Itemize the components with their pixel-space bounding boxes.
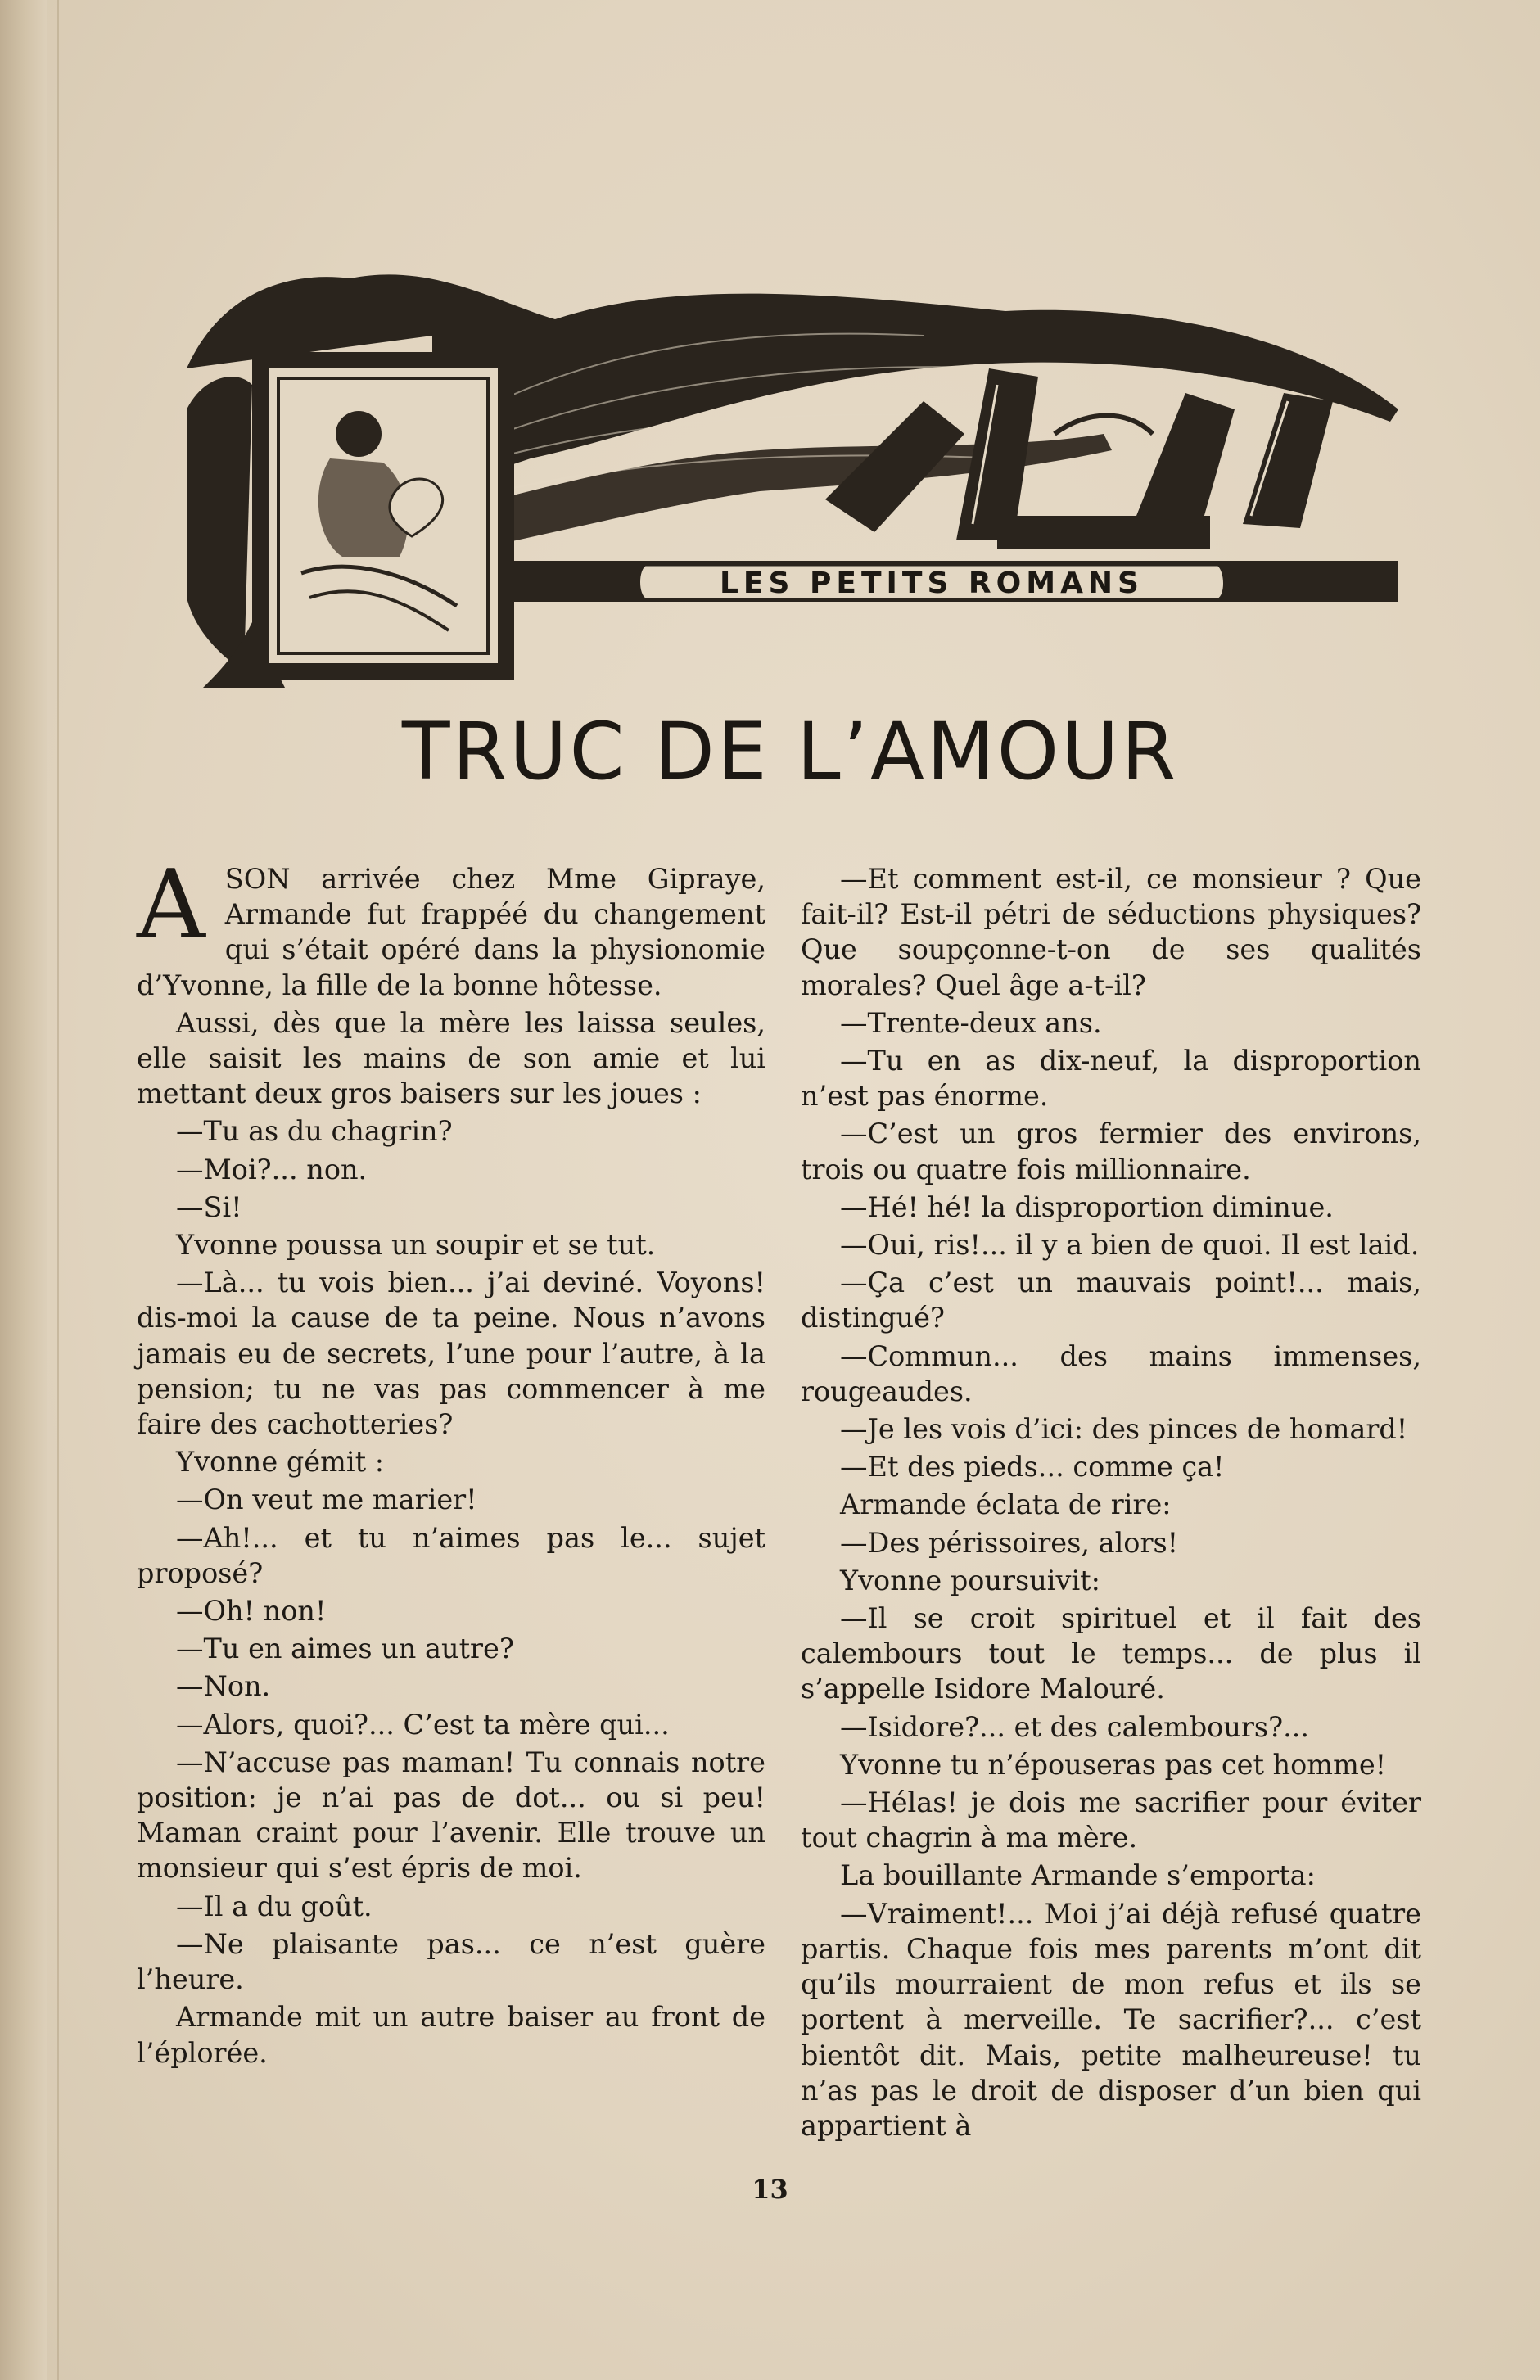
paragraph: Armande éclata de rire: bbox=[840, 1488, 1172, 1521]
paragraph: —N’accuse pas maman! Tu connais notre position: je n’ai pas de dot... ou si peu! Maman craint pour l’avenir. Elle trouve un monsieur qui s’est épris de moi. bbox=[137, 1745, 765, 1885]
header-vignette bbox=[187, 246, 1407, 688]
paragraph: Yvonne tu n’épouseras pas cet homme! bbox=[840, 1748, 1387, 1781]
paragraph: —Ça c’est un mauvais point!... mais, distingué? bbox=[801, 1267, 1421, 1335]
paragraph: —Trente-deux ans. bbox=[840, 1006, 1102, 1039]
paragraph: —Vraiment!... Moi j’ai déjà refusé quatre partis. Chaque fois mes parents m’ont dit qu’ils mourraient de mon refus et ils se portent à merveille. Te sacrifier?... c’est bientôt dit. Mais, petite malheureuse! tu n’as pas le droit de disposer d’un bien qui appartient à bbox=[801, 1897, 1421, 2142]
drop-cap: A bbox=[137, 850, 205, 960]
paragraph: Aussi, dès que la mère les laissa seules, elle saisit les mains de son amie et lui mettant deux gros baisers sur les joues : bbox=[137, 1006, 765, 1110]
paragraph: Yvonne poursuivit: bbox=[840, 1564, 1100, 1596]
paragraph: —Il a du goût. bbox=[176, 1890, 373, 1922]
paragraph: —Hé! hé! la disproportion diminue. bbox=[840, 1190, 1334, 1223]
paragraph: —Tu en aimes un autre? bbox=[176, 1633, 514, 1665]
series-label: LES PETITS ROMANS bbox=[719, 567, 1145, 600]
paragraph: —Oh! non! bbox=[176, 1595, 327, 1628]
left-column bbox=[137, 850, 765, 2073]
paragraph-text: SON arrivée chez Mme Gipraye, Armande fut frappéé du changement qui s’était opéré dans la physionomie d’Yvonne, la fille de la bonne hôtesse. bbox=[137, 863, 765, 1001]
opening-paragraph bbox=[137, 850, 765, 1003]
paragraph: —Isidore?... et des calembours?... bbox=[840, 1710, 1310, 1743]
framed-picture bbox=[252, 352, 514, 680]
binding-fold bbox=[57, 0, 59, 2380]
story-title: TRUC DE L’AMOUR bbox=[401, 706, 1179, 797]
paragraph: —Commun... des mains immenses, rougeaudes. bbox=[801, 1339, 1421, 1407]
paragraph: —Si! bbox=[176, 1190, 242, 1223]
page-number: 13 bbox=[752, 2174, 788, 2205]
binding-edge bbox=[0, 0, 47, 2380]
paragraph: —Il se croit spirituel et il fait des calembours tout le temps... de plus il s’appelle Isidore Malouré. bbox=[801, 1602, 1421, 1705]
paragraph: —Moi?... non. bbox=[176, 1153, 368, 1185]
paragraph: Armande mit un autre baiser au front de l’éplorée. bbox=[137, 2001, 765, 2069]
paragraph: Yvonne gémit : bbox=[176, 1446, 384, 1479]
paragraph: —C’est un gros fermier des environs, trois ou quatre fois millionnaire. bbox=[801, 1118, 1421, 1185]
paragraph: Yvonne poussa un soupir et se tut. bbox=[176, 1229, 656, 1262]
paragraph: —On veut me marier! bbox=[176, 1484, 477, 1516]
paragraph: —Tu as du chagrin? bbox=[176, 1115, 453, 1148]
paragraph: —Tu en as dix-neuf, la disproportion n’est pas énorme. bbox=[801, 1045, 1421, 1113]
paragraph: —Ne plaisante pas... ce n’est guère l’heure. bbox=[137, 1927, 765, 1996]
header-illustration bbox=[187, 246, 1407, 688]
right-column bbox=[801, 861, 1421, 2146]
paragraph: —Je les vois d’ici: des pinces de homard! bbox=[840, 1413, 1408, 1446]
books-illustration bbox=[825, 368, 1333, 549]
paragraph: —Oui, ris!... il y a bien de quoi. Il est laid. bbox=[840, 1229, 1420, 1262]
paragraph: —Hélas! je dois me sacrifier pour éviter tout chagrin à ma mère. bbox=[801, 1786, 1421, 1854]
paragraph: —Des périssoires, alors! bbox=[840, 1526, 1179, 1559]
paragraph: —Et des pieds... comme ça! bbox=[840, 1451, 1225, 1484]
paragraph: —Alors, quoi?... C’est ta mère qui... bbox=[176, 1708, 670, 1741]
paragraph: —Et comment est-il, ce monsieur ? Que fait-il? Est-il pétri de séductions physiques? Que soupçonne-t-on de ses qualités morales? Quel âge a-t-il? bbox=[801, 863, 1421, 1001]
paragraph: La bouillante Armande s’emporta: bbox=[840, 1859, 1316, 1892]
series-banner bbox=[514, 561, 1398, 602]
paragraph: —Là... tu vois bien... j’ai deviné. Voyons! dis-moi la cause de ta peine. Nous n’avons jamais eu de secrets, l’une pour l’autre, à la pension; tu ne vas pas commencer à me faire des cachotteries? bbox=[137, 1267, 765, 1441]
paragraph: —Non. bbox=[176, 1670, 271, 1703]
paragraph: —Ah!... et tu n’aimes pas le... sujet proposé? bbox=[137, 1521, 765, 1589]
